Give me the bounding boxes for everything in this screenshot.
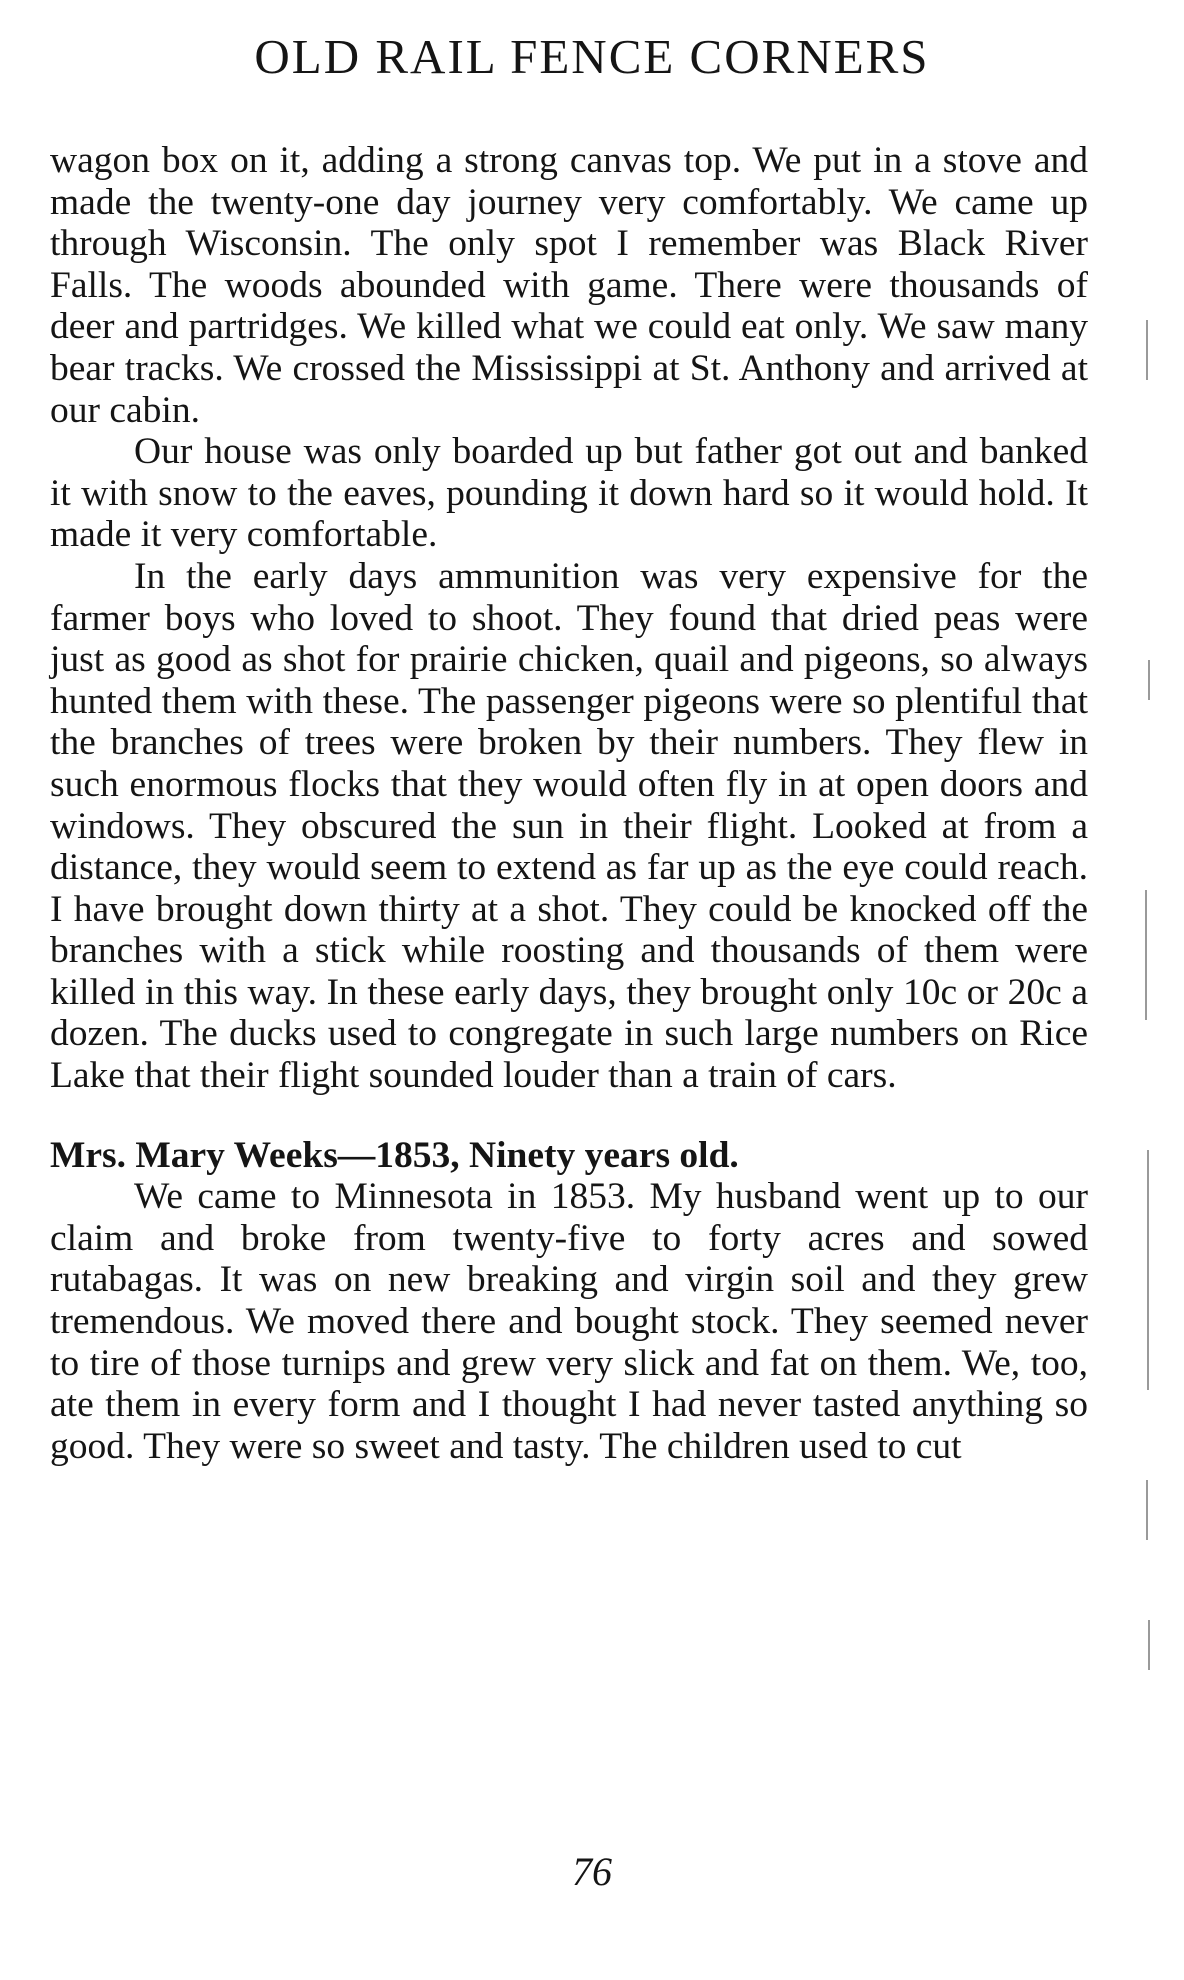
running-title: OLD RAIL FENCE CORNERS bbox=[254, 29, 930, 84]
scan-speck bbox=[1145, 890, 1147, 1020]
scan-speck bbox=[1147, 1150, 1149, 1390]
paragraph-minnesota: We came to Minnesota in 1853. My husband went up to our claim and broke from twenty-five to forty acres and sowed rutabagas. It was on new breaking and virgin soil and they grew tremendous. We moved there and bought stock. They seemed never to tire of those turnips and grew very slick and fat on them. We, too, ate them in every form and I thought I had never tasted anything so good. They were so sweet and tasty. The children used to cut bbox=[50, 1176, 1088, 1467]
paragraph-continued: wagon box on it, adding a strong canvas top. We put in a stove and made the twenty-one day journey very comfortably. We came up through Wisconsin. The only spot I remember was Black River Falls. The woods abounded with game. There were thousands of deer and partridges. We killed what we could eat only. We saw many bear tracks. We crossed the Mississippi at St. Anthony and arrived at our cabin. bbox=[50, 140, 1088, 431]
scan-speck bbox=[1146, 1480, 1148, 1540]
paragraph-ammunition: In the early days ammunition was very expensive for the farmer boys who loved to shoot. They found that dried peas were just as good as shot for prairie chicken, quail and pigeons, so always hunted them with these. The passenger pigeons were so plentiful that the branches of trees were broken by their numbers. They flew in such enormous flocks that they would often fly in at open doors and windows. They obscured the sun in their flight. Looked at from a distance, they would seem to extend as far up as the eye could reach. I have brought down thirty at a shot. They could be knocked off the branches with a stick while roosting and thousands of them were killed in this way. In these early days, they brought only 10c or 20c a dozen. The ducks used to congregate in such large numbers on Rice Lake that their flight sounded louder than a train of cars. bbox=[50, 555, 1088, 1097]
scan-speck bbox=[1148, 1620, 1150, 1670]
scan-speck bbox=[1146, 320, 1148, 380]
scan-speck bbox=[1148, 660, 1150, 700]
body-text bbox=[50, 140, 1088, 1467]
paragraph-house: Our house was only boarded up but father got out and banked it with snow to the eaves, pounding it down hard so it would hold. It made it very comfortable. bbox=[50, 431, 1088, 556]
page-number: 76 bbox=[572, 1849, 612, 1894]
section-heading: Mrs. Mary Weeks—1853, Ninety years old. bbox=[50, 1134, 739, 1176]
